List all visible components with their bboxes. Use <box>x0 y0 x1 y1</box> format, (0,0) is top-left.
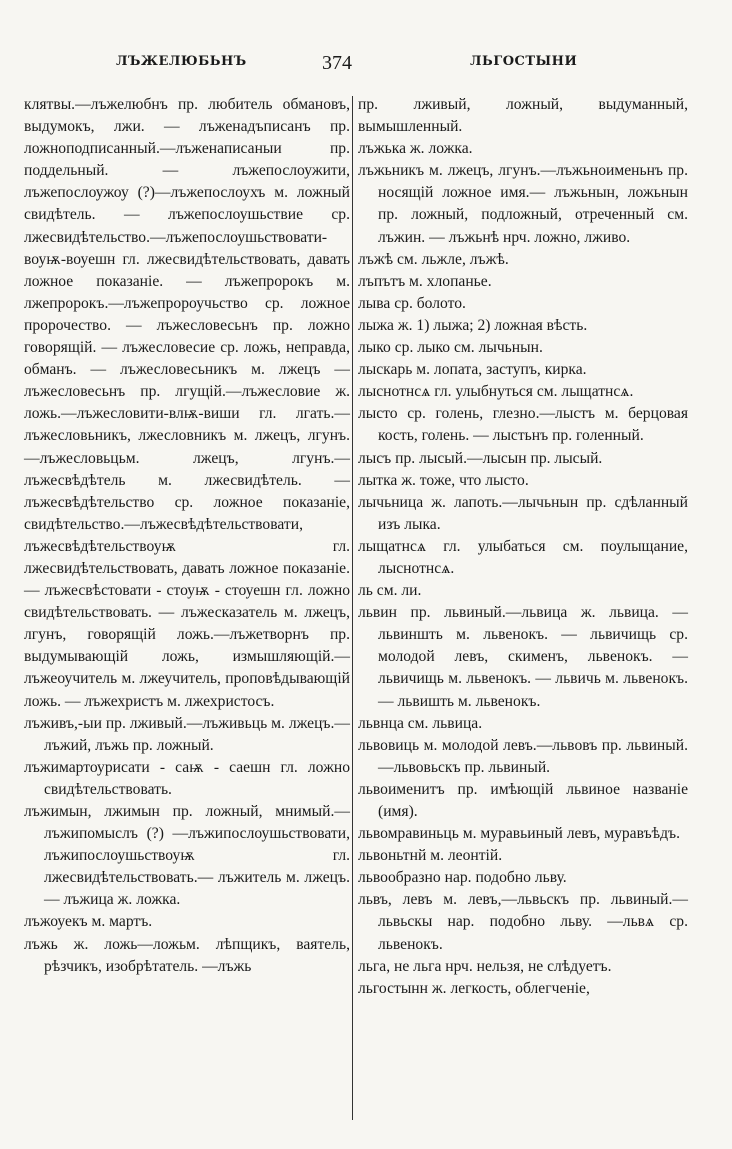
dictionary-entry: лъпътъ м. хлопанье. <box>358 272 492 290</box>
right-column <box>358 94 688 1000</box>
dictionary-entry: лыва ср. болото. <box>358 294 466 312</box>
dictionary-entry: лычьница ж. лапоть.—лычьнын пр. сдѣланный изъ лыка. <box>358 493 688 533</box>
dictionary-entry: лъжѣ см. льжле, лъжѣ. <box>358 250 509 268</box>
dictionary-entry: лытка ж. тоже, что лысто. <box>358 471 529 489</box>
dictionary-entry: ль см. ли. <box>358 582 422 600</box>
dictionary-entry: львообразно нар. подобно льву. <box>358 869 567 887</box>
page-header <box>0 52 732 82</box>
dictionary-entry: лыскарь м. лопата, заступъ, кирка. <box>358 361 587 379</box>
dictionary-entry: лысъ пр. лысый.—лысын пр. лысый. <box>358 449 603 467</box>
dictionary-entry: львнца см. львица. <box>358 714 483 732</box>
dictionary-entry: львоименитъ пр. имѣющій львиное названіе (имя). <box>358 780 688 820</box>
dictionary-entry: лъжьникъ м. лжецъ, лгунъ.—лъжьноименьнъ пр. носящій ложное имя.— лъжьнын, ложьнын пр. ложный, подложный, отреченный см. лъжин. — лъжьнѣ нрч. ложно, лживо. <box>358 162 688 246</box>
dictionary-entry: льгостынн ж. легкость, облегченіе, <box>358 979 590 997</box>
dictionary-entry: львомравиньць м. муравьиный левъ, муравъѣдъ. <box>358 825 681 843</box>
dictionary-entry: льга, не льга нрч. нельзя, не слѣдуетъ. <box>358 957 612 975</box>
dictionary-entry: львъ, левъ м. левъ,—львьскъ пр. львиный.—львьскы нар. подобно льву. —львѧ ср. львенокъ. <box>358 891 688 953</box>
dictionary-entry: лъжька ж. ложка. <box>358 140 473 158</box>
running-head-left: ЛЪЖЕЛЮБЬНЪ <box>116 54 247 69</box>
dictionary-entry: лъжимартоурисати - саѭ - саешн гл. ложно свидѣтельствовать. <box>24 758 350 798</box>
left-column <box>24 94 350 978</box>
dictionary-entry: лъжь ж. ложь—ложьм. лѣпщикъ, ваятель, рѣзчикъ, изобрѣтатель. —лъжь <box>24 935 350 975</box>
dictionary-entry: лыснотнсѧ гл. улыбнуться см. лыщатнсѧ. <box>358 383 634 401</box>
dictionary-entry: лыко ср. лыко см. лычьнын. <box>358 339 543 357</box>
page-number: 374 <box>322 52 352 74</box>
dictionary-entry: лъжоуекъ м. мартъ. <box>24 913 153 931</box>
dictionary-entry: лыщатнсѧ гл. улыбаться см. поулыщание, лыснотнсѧ. <box>358 537 688 577</box>
running-head-right: ЛЬГОСТЫНИ <box>470 54 578 69</box>
dictionary-entry: пр. лживый, ложный, выдуманный, вымышленный. <box>358 96 688 136</box>
dictionary-entry: львовиць м. молодой левъ.—львовъ пр. львиный.—львовьскъ пр. львиный. <box>358 736 688 776</box>
dictionary-entry: лыжа ж. 1) лыжа; 2) ложная вѣсть. <box>358 316 588 334</box>
dictionary-entry: лъжимын, лжимын пр. ложный, мнимый.—лъжипомыслъ (?) —лъжипослоушьствовати, лъжипослоушьствоуѭ гл. лжесвидѣтельствовать.— лъжитель м. лжецъ. — лъжица ж. ложка. <box>24 803 350 909</box>
column-divider <box>352 96 353 1120</box>
dictionary-entry: львин пр. львиный.—львица ж. львица. — львиншть м. львенокъ. — львичищь ср. молодой левъ, скименъ, львенокъ. — львичищь м. львенокъ. — львичь м. львенокъ. — львишть м. львенокъ. <box>358 604 688 710</box>
dictionary-entry: львоньтнй м. леонтій. <box>358 847 503 865</box>
dictionary-entry: лысто ср. голень, глезно.—лыстъ м. берцовая кость, голень. — лыстьнъ пр. голенный. <box>358 405 688 445</box>
dictionary-entry: клятвы.—лъжелюбнъ пр. любитель обмановъ, выдумокъ, лжи. — лъженадъписанъ пр. ложноподписанный.—лъженаписаныи пр. поддельный. — лъжепослоужити, лъжепослоужоу (?)—лъжепослоухъ м. ложный свидѣтель. — лъжепослоушьствие ср. лжесвидѣтельство.—лъжепослоушьствовати-воуѭ-воуешн гл. лжесвидѣтельствовать, давать ложное показаніе. — лъжепророкъ м. лжепророкъ.—лъжепророучьство ср. ложное пророчество. — лъжесловесьнъ пр. ложно говорящій. — лъжесловесие ср. ложь, неправда, обманъ. — лъжесловесьникъ м. лжецъ — лъжесловесьнъ пр. лгущій.—лъжесловие ж. ложь.—лъжесловити-влѭ-виши гл. лгать.—лъжесловьникъ, лжесловникъ м. лжецъ, лгунъ.—лъжесловьцьм. лжецъ, лгунъ.—лъжесвѣдѣтель м. лжесвидѣтель. — лъжесвѣдѣтельство ср. ложное показаніе, свидѣтельство.—лъжесвѣдѣтельствовати, лъжесвѣдѣтельствоуѭ гл. лжесвидѣтельствовать, давать ложное показаніе. — лъжесвѣстовати - стоуѭ - стоуешн гл. ложно свидѣтельствовать. — лъжесказатель м. лжецъ, лгунъ, говорящій ложь.—лъжетворнъ пр. выдумывающій ложь, измышляющій.—лъжеоучитель м. лжеучитель, проповѣдывающій ложь. — лъжехристъ м. лжехристосъ. <box>24 96 350 710</box>
dictionary-entry: лъживъ,-ыи пр. лживый.—лъживьць м. лжецъ.—лъжий, лъжь пр. ложный. <box>24 714 350 754</box>
